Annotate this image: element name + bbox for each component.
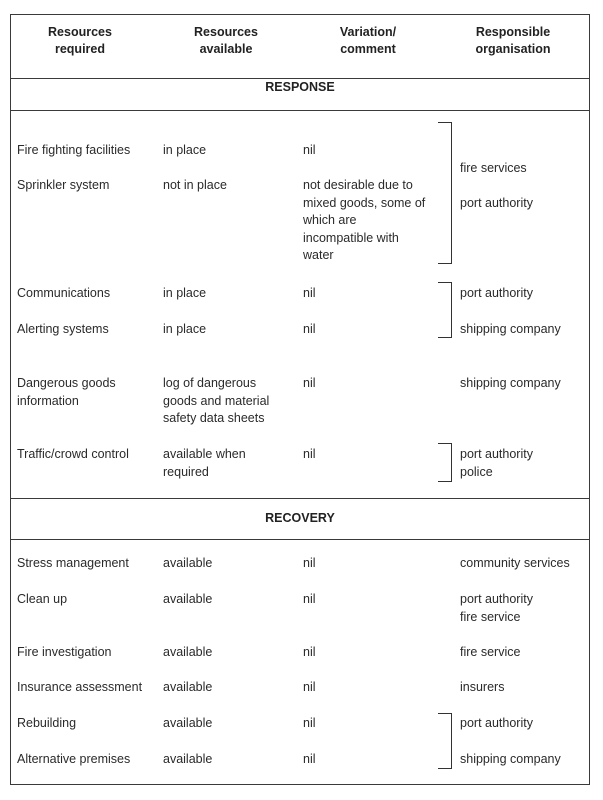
cell-required: Alerting systems xyxy=(17,322,109,336)
cell-comment: nil xyxy=(303,556,316,570)
cell-available: available xyxy=(163,680,213,694)
header-responsible-organisation: Responsible organisation xyxy=(475,25,551,56)
cell-organisation: shipping company xyxy=(460,322,561,336)
cell-available: not in place xyxy=(163,178,227,192)
cell-required: Clean up xyxy=(17,592,68,606)
header-resources-required: Resources required xyxy=(48,25,112,56)
cell-organisation: shipping company xyxy=(460,752,561,766)
cell-required: Alternative premises xyxy=(17,752,131,766)
cell-comment: nil xyxy=(303,716,316,730)
cell-organisation: fire services xyxy=(460,161,527,175)
cell-comment: nil xyxy=(303,592,316,606)
divider xyxy=(10,498,590,499)
cell-organisation: port authority police xyxy=(460,447,533,479)
section-title-recovery: RECOVERY xyxy=(265,511,335,525)
cell-comment: nil xyxy=(303,143,316,157)
cell-comment: nil xyxy=(303,447,316,461)
cell-available: available xyxy=(163,645,213,659)
header-variation-comment: Variation/ comment xyxy=(339,25,397,56)
cell-available: available xyxy=(163,752,213,766)
cell-organisation: port authority fire service xyxy=(460,592,533,624)
cell-required: Insurance assessment xyxy=(17,680,143,694)
cell-available: available xyxy=(163,592,213,606)
cell-organisation: port authority xyxy=(460,716,533,730)
cell-required: Stress management xyxy=(17,556,129,570)
cell-available: available xyxy=(163,716,213,730)
grouping-bracket xyxy=(438,443,452,482)
cell-available: in place xyxy=(163,322,207,336)
cell-organisation: insurers xyxy=(460,680,505,694)
cell-organisation: fire service xyxy=(460,645,521,659)
header-resources-available: Resources available xyxy=(194,25,258,56)
cell-required: Rebuilding xyxy=(17,716,77,730)
cell-required: Traffic/crowd control xyxy=(17,447,129,461)
divider xyxy=(10,110,590,111)
cell-available: in place xyxy=(163,143,207,157)
cell-available: log of dangerous goods and material safety data sheets xyxy=(163,376,270,425)
cell-available: in place xyxy=(163,286,207,300)
cell-comment: nil xyxy=(303,376,316,390)
cell-available: available xyxy=(163,556,213,570)
grouping-bracket xyxy=(438,713,452,769)
cell-organisation: port authority xyxy=(460,196,533,210)
cell-organisation: community services xyxy=(460,556,570,570)
cell-comment: nil xyxy=(303,322,316,336)
cell-organisation: port authority xyxy=(460,286,533,300)
cell-available: available when required xyxy=(163,447,246,479)
divider xyxy=(10,78,590,79)
cell-comment: nil xyxy=(303,645,316,659)
cell-required: Sprinkler system xyxy=(17,178,110,192)
cell-comment: nil xyxy=(303,680,316,694)
cell-comment: nil xyxy=(303,286,316,300)
divider xyxy=(10,539,590,540)
grouping-bracket xyxy=(438,282,452,338)
grouping-bracket xyxy=(438,122,452,264)
cell-required: Communications xyxy=(17,286,111,300)
section-title-response: RESPONSE xyxy=(265,80,335,94)
cell-required: Fire fighting facilities xyxy=(17,143,131,157)
cell-comment: nil xyxy=(303,752,316,766)
cell-required: Dangerous goods information xyxy=(17,376,116,408)
cell-comment: not desirable due to mixed goods, some of which are incompatible with water xyxy=(303,178,426,262)
cell-organisation: shipping company xyxy=(460,376,561,390)
cell-required: Fire investigation xyxy=(17,645,112,659)
